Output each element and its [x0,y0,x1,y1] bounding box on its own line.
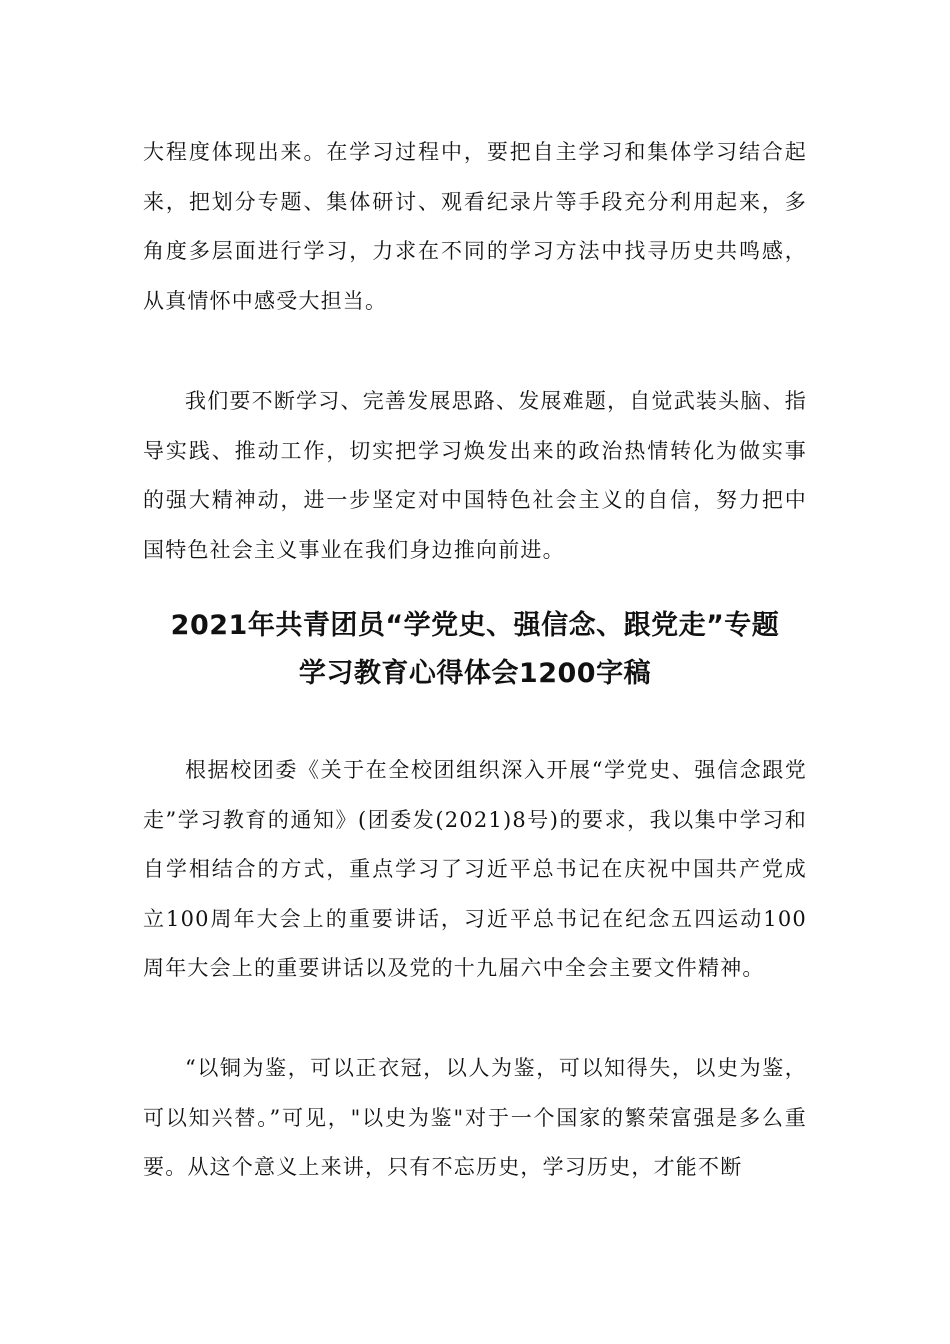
section-title-line-1: 2021年共青团员“学党史、强信念、跟党走”专题 [170,610,780,641]
body-paragraph: 根据校团委《关于在全校团组织深入开展“学党史、强信念跟党走”学习教育的通知》(团委发(2021)8号)的要求，我以集中学习和自学相结合的方式，重点学习了习近平总书记在庆祝中国共产党成立100周年大会上的重要讲话，习近平总书记在纪念五四运动100周年大会上的重要讲话以及党的十九届六中全会主要文件精神。 [143,758,807,980]
body-paragraph: 我们要不断学习、完善发展思路、发展难题，自觉武装头脑、指导实践、推动工作，切实把学习焕发出来的政治热情转化为做实事的强大精神动，进一步坚定对中国特色社会主义的自信，努力把中国特色社会主义事业在我们身边推向前进。 [143,389,807,562]
body-paragraph: “以铜为鉴，可以正衣冠，以人为鉴，可以知得失，以史为鉴，可以知兴替。”可见，"以史为鉴"对于一个国家的繁荣富强是多么重要。从这个意义上来讲，只有不忘历史，学习历史，才能不断 [143,1056,807,1179]
body-paragraph-continued: 大程度体现出来。在学习过程中，要把自主学习和集体学习结合起来，把划分专题、集体研讨、观看纪录片等手段充分利用起来，多角度多层面进行学习，力求在不同的学习方法中找寻历史共鸣感，从真情怀中感受大担当。 [143,140,807,313]
section-title-line-2: 学习教育心得体会1200字稿 [298,658,652,689]
